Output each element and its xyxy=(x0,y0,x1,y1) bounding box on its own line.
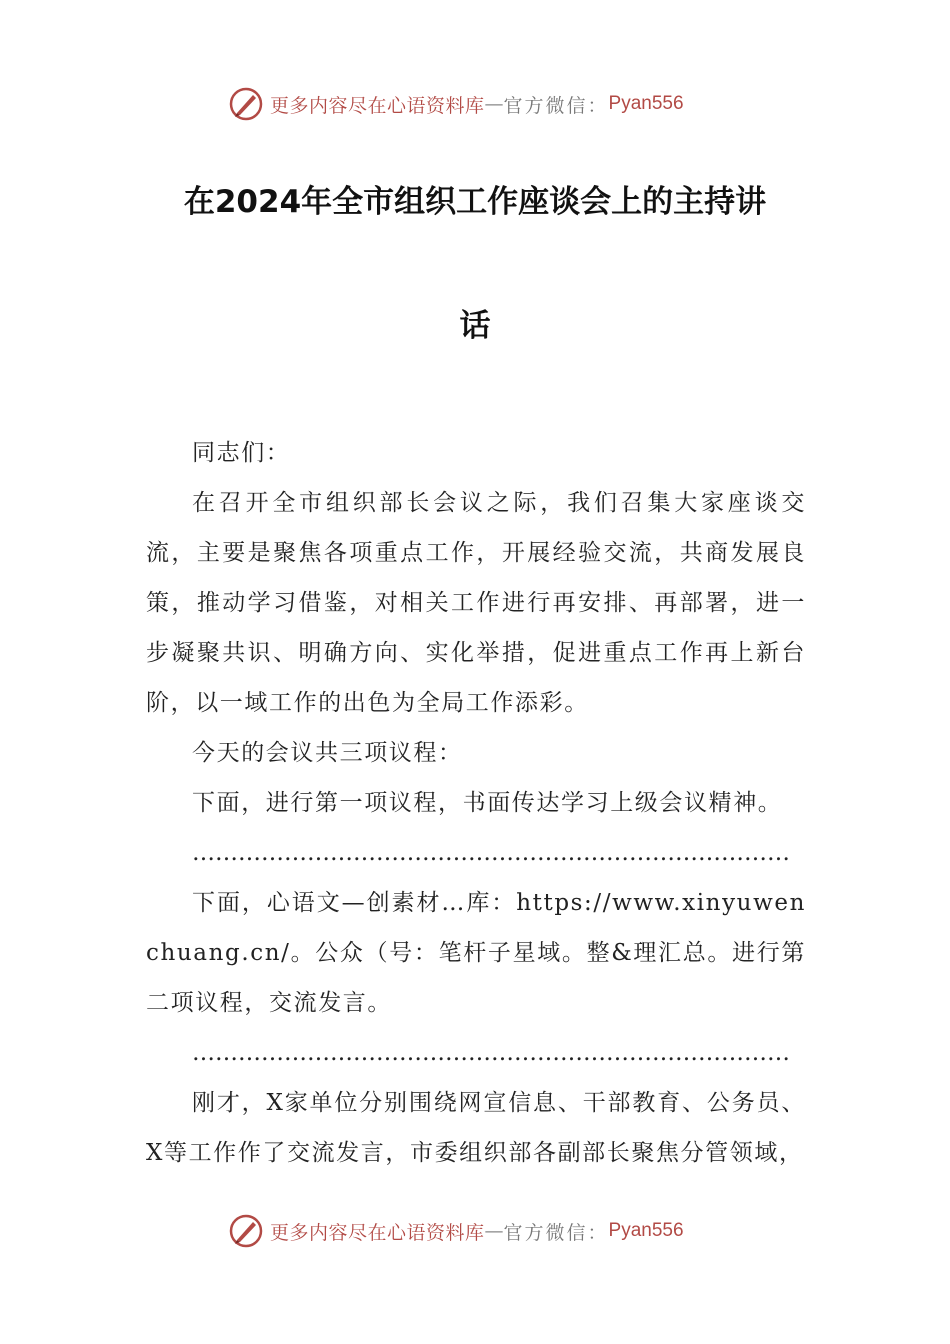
paragraph: 在召开全市组织部长会议之际，我们召集大家座谈交流，主要是聚焦各项重点工作，开展经验交流，共商发展良策，推动学习借鉴，对相关工作进行再安排、再部署，进一步凝聚共识、明确方向、实化举措，促进重点工作再上新台阶，以一域工作的出色为全局工作添彩。 xyxy=(146,490,806,716)
banner-dash: — xyxy=(484,93,504,115)
banner-label: 官方微信： xyxy=(503,1221,609,1244)
footer-banner xyxy=(228,1211,684,1251)
paragraph: 刚才，X家单位分别围绕网宣信息、干部教育、公务员、X等工作作了交流发言，市委组织部各副部长聚焦分管领域， xyxy=(146,1090,806,1166)
banner-dash: — xyxy=(484,1220,504,1242)
paragraph: 下面，心语文—创素材…库：https://www.xinyuwenchuang.cn/。公众（号：笔杆子星域。整&理汇总。进行第二项议程，交流发言。 xyxy=(146,890,806,1016)
document-title-line-2: 话 xyxy=(459,308,491,344)
pen-logo-icon xyxy=(228,1213,264,1249)
document-body xyxy=(146,428,806,1178)
paragraph: 下面，进行第一项议程，书面传达学习上级会议精神。 xyxy=(192,790,783,816)
banner-wechat-id: Pyan556 xyxy=(608,93,684,114)
banner-label: 官方微信： xyxy=(503,94,609,117)
paragraph-salutation: 同志们： xyxy=(192,440,291,466)
pen-logo-icon xyxy=(228,86,264,122)
banner-text: 更多内容尽在心语资料库 xyxy=(270,94,485,117)
banner-wechat-id: Pyan556 xyxy=(608,1220,684,1241)
ellipsis-divider: …………………………………………………………………… xyxy=(192,1040,790,1066)
header-banner xyxy=(228,84,684,124)
banner-text: 更多内容尽在心语资料库 xyxy=(270,1221,485,1244)
paragraph: 今天的会议共三项议程： xyxy=(192,740,463,766)
document-title-line-1: 在2024年全市组织工作座谈会上的主持讲 xyxy=(183,184,767,220)
ellipsis-divider: …………………………………………………………………… xyxy=(192,840,790,866)
